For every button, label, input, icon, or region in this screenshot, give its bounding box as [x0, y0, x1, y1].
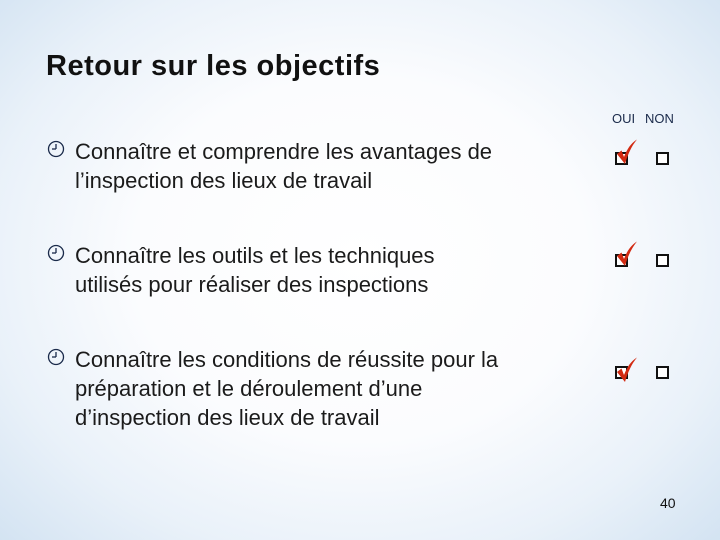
objective-text: [75, 137, 595, 195]
objective-line: Connaître les outils et les techniques: [75, 243, 435, 268]
checkbox-non-1[interactable]: [656, 152, 669, 165]
checkmark-icon: [614, 240, 640, 268]
column-header-non: NON: [645, 111, 674, 126]
objective-line: préparation et le déroulement d’une: [75, 376, 423, 401]
objective-text: [75, 345, 595, 432]
checkbox-non-3[interactable]: [656, 366, 669, 379]
objective-line: d’inspection des lieux de travail: [75, 405, 380, 430]
objective-line: l’inspection des lieux de travail: [75, 168, 373, 193]
objective-line: Connaître les conditions de réussite pour la: [75, 347, 499, 372]
checkmark-icon: [614, 138, 640, 166]
column-header-oui: OUI: [612, 111, 636, 126]
objective-text: [75, 241, 595, 299]
objective-line: Connaître et comprendre les avantages de: [75, 139, 493, 164]
objective-line: utilisés pour réaliser des inspections: [75, 272, 429, 297]
clock-icon: [46, 243, 66, 263]
page-number: 40: [660, 495, 676, 511]
checkbox-non-2[interactable]: [656, 254, 669, 267]
checkmark-icon: [614, 356, 640, 384]
clock-icon: [46, 347, 66, 367]
clock-icon: [46, 139, 66, 159]
slide-title: Retour sur les objectifs: [46, 50, 381, 82]
